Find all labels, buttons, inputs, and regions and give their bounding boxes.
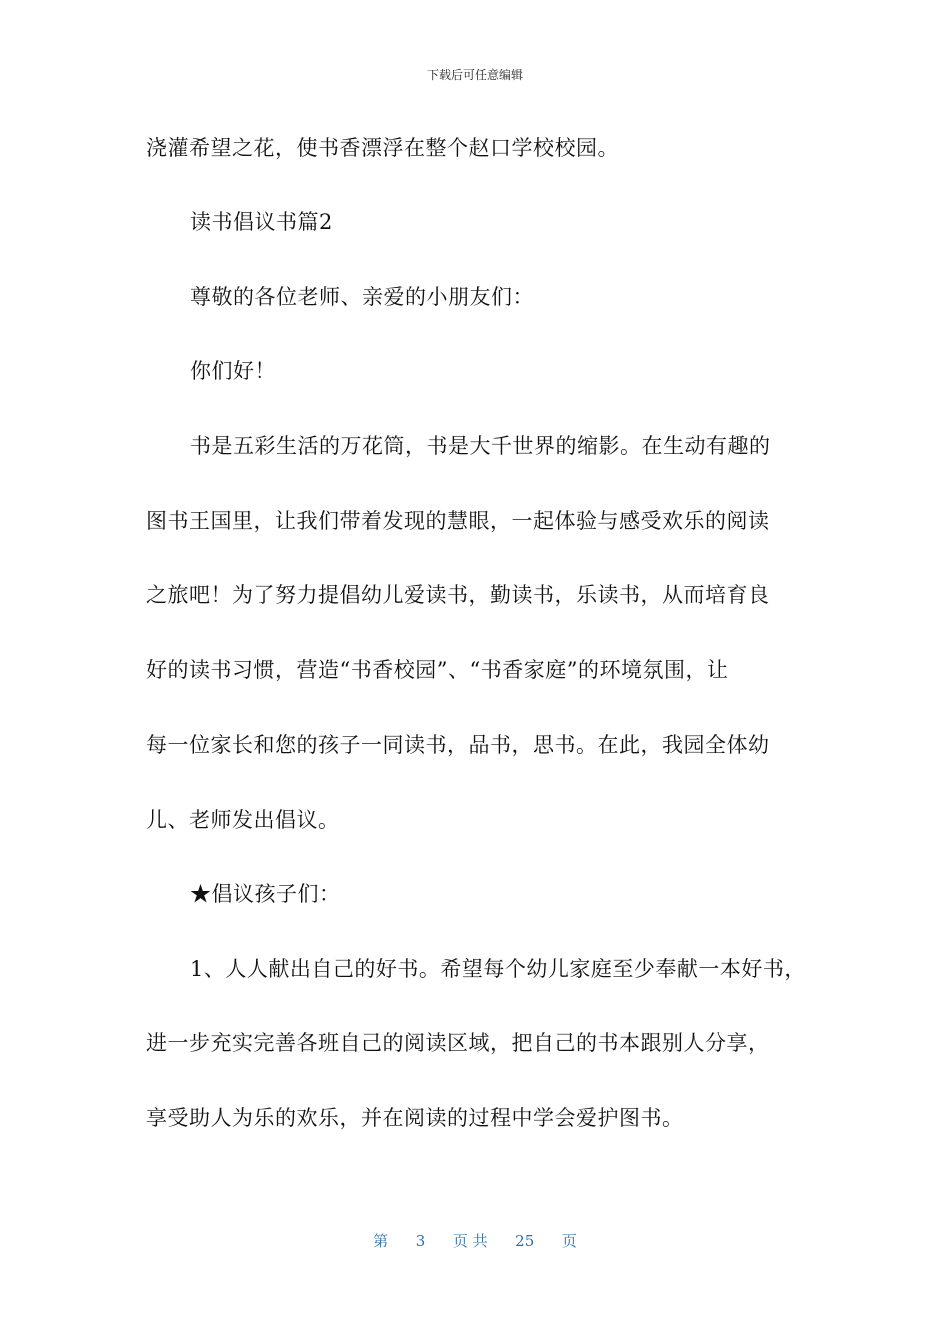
page-footer	[0, 1230, 950, 1251]
footer-total-pages: 25	[515, 1232, 535, 1250]
body-line: 好的读书习惯，营造“书香校园”、“书香家庭”的环境氛围，让	[146, 658, 729, 682]
subheading: ★倡议孩子们：	[190, 882, 341, 906]
body-line: 儿、老师发出倡议。	[146, 808, 340, 832]
page-header-note: 下载后可任意编辑	[426, 68, 523, 82]
footer-suffix: 页	[561, 1232, 577, 1250]
body-line: 每一位家长和您的孩子一同读书，品书，思书。在此，我园全体幼	[146, 733, 770, 757]
body-line: 浇灌希望之花，使书香漂浮在整个赵口学校校园。	[146, 136, 619, 160]
footer-prefix: 第	[373, 1232, 389, 1250]
body-line: 书是五彩生活的万花筒，书是大千世界的缩影。在生动有趣的	[190, 434, 771, 458]
body-line: 图书王国里，让我们带着发现的慧眼，一起体验与感受欢乐的阅读	[146, 509, 770, 533]
footer-middle: 页 共	[452, 1232, 488, 1250]
body-line: 之旅吧！为了努力提倡幼儿爱读书，勤读书，乐读书，从而培育良	[146, 583, 770, 607]
body-line: 1、人人献出自己的好书。希望每个幼儿家庭至少奉献一本好书，	[190, 957, 806, 981]
salutation: 尊敬的各位老师、亲爱的小朋友们：	[190, 285, 534, 309]
body-line: 享受助人为乐的欢乐，并在阅读的过程中学会爱护图书。	[146, 1106, 684, 1130]
body-line: 进一步充实完善各班自己的阅读区域，把自己的书本跟别人分享，	[146, 1031, 770, 1055]
greeting: 你们好！	[190, 359, 276, 383]
section-title: 读书倡议书篇2	[190, 210, 333, 234]
footer-page-number: 3	[415, 1232, 426, 1250]
